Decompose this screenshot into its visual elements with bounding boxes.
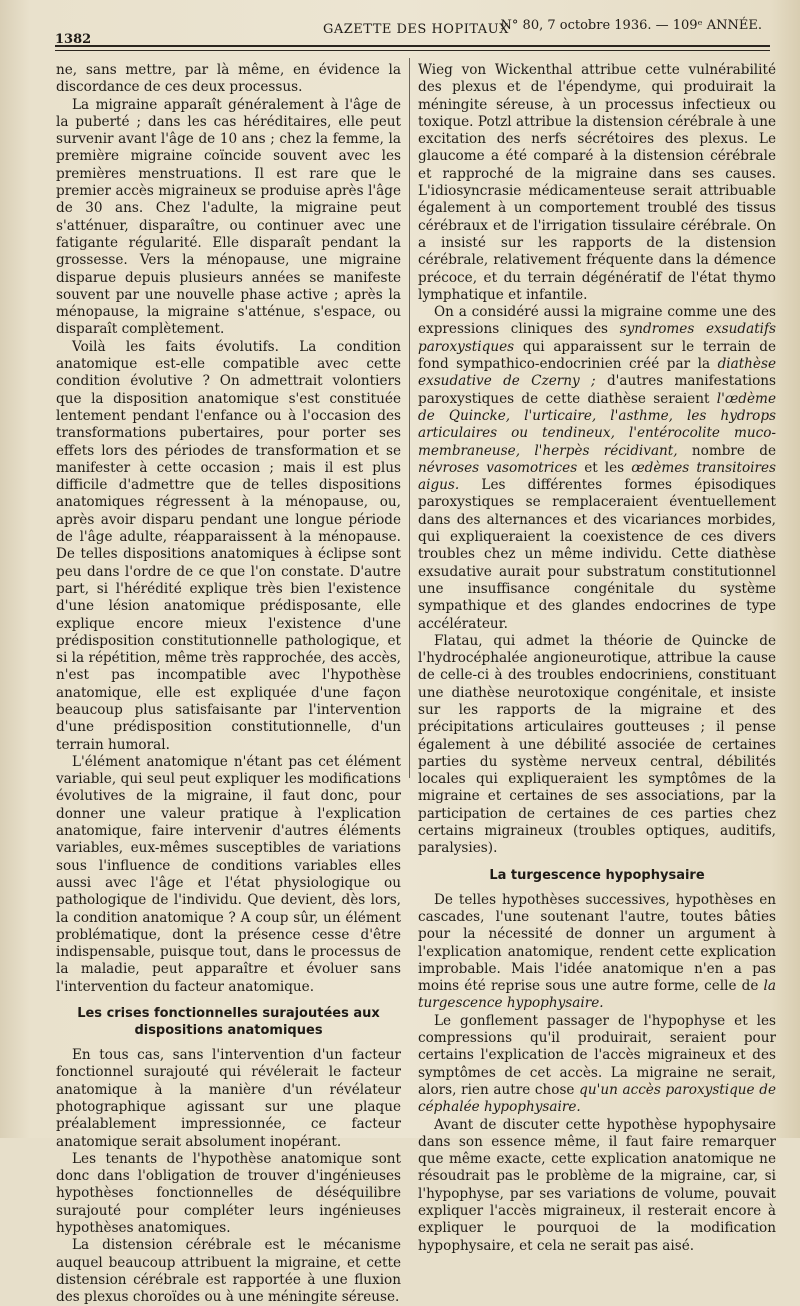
- left-column: [56, 62, 401, 1306]
- text-run: nombre de: [677, 442, 776, 459]
- section-heading: Les crises fonctionnelles surajoutées aux dispositions anatomiques: [77, 1006, 380, 1039]
- italic-term: la turgescence hypophysaire.: [418, 978, 776, 1012]
- italic-term: qu'un accès paroxystique de céphalée hypophysaire.: [418, 1081, 776, 1116]
- italic-term: syndromes exsudatifs paroxystiques: [418, 321, 777, 355]
- text-run: d'autres manifestations paroxystiques de cette diathèse seraient: [418, 373, 776, 407]
- paragraph: Voilà les faits évolutifs. La condition anatomique est-elle compatible avec cette condition évolutive ? On admettrait volontiers que la disposition anatomique s'est constituée lentement pendant l'enfance ou à l'occasion des transformations pubertaires, pour porter ses effets lors des périodes de transformation et se manifester à cette occasion ; mais il est plus difficile d'admettre que de telles dispositions anatomiques régressent à la ménopause, ou, après avoir disparu pendant une longue période de l'âge adulte, réapparaissent à la ménopause. De telles dispositions anatomiques à éclipse sont peu dans l'ordre de ce que l'on constate. D'autre part, si l'hérédité explique très bien l'existence d'une lésion anatomique prédisposante, elle explique encore mieux l'existence d'une prédisposition constitutionnelle pathologique, et si la répétition, même très rapprochée, des accès, n'est pas incompatible avec l'hypothèse anatomique, elle est expliquée d'une façon beaucoup plus satisfaisante par l'intervention d'une prédisposition constitutionnelle, d'un terrain humoral.: [56, 338, 401, 753]
- italic-term: œdèmes transitoires aigus.: [418, 459, 776, 494]
- paragraph: [418, 1013, 776, 1117]
- text-run: Les différentes formes épisodiques paroxystiques se remplaceraient éventuellement dans des alternances et des vicariances morbides, qui expliqueraient la coexistence de ces divers troubles chez un même individu. Cette diathèse exsudative aurait pour substratum constitutionnel une insuffisance congénitale du système sympathique et des glandes endocrines de type accélérateur.: [418, 477, 776, 632]
- paragraph: La distension cérébrale est le mécanisme auquel beaucoup attribuent la migraine, et cette distension cérébrale est rapportée à une fluxion des plexus choroïdes ou à une méningite séreuse.: [56, 1237, 401, 1306]
- column-separator: [409, 58, 410, 778]
- section-heading: La turgescence hypophysaire: [489, 867, 705, 883]
- italic-term: l'œdème de Quincke, l'urticaire, l'asthme, les hydrops articulaires ou tendineux, l'entérocolite muco-membraneuse, l'herpès récidivant,: [418, 390, 776, 459]
- right-column: [418, 62, 776, 1255]
- paragraph: Wieg von Wickenthal attribue cette vulnérabilité des plexus et de l'épendyme, qui produirait la méningite séreuse, à un processus infectieux ou toxique. Potzl attribue la distension cérébrale à une excitation des nerfs sécrétoires des plexus. Le glaucome a été comparé à la distension cérébrale et rapproché de la migraine dans ses causes. L'idiosyncrasie médicamenteuse serait attribuable également à un comportement troublé des tissus cérébraux et de l'irrigation tissulaire cérébrale. On a insisté sur les rapports de la distension cérébrale, relativement fréquente dans la démence précoce, et du terrain dégénératif de l'état thymo lymphatique et infantile.: [418, 62, 776, 303]
- text-run: Le gonflement passager de l'hypophyse et les compressions qu'il produirait, seraient pour certains l'explication de l'accès migraineux et des symptômes de cet accès. La migraine ne serait, alors, rien autre chose: [418, 1012, 776, 1098]
- italic-term: diathèse exsudative de Czerny ;: [418, 356, 776, 390]
- paragraph: La migraine apparaît généralement à l'âge de la puberté ; dans les cas héréditaires, elle peut survenir avant l'âge de 10 ans ; chez la femme, la première migraine coïncide souvent avec les premières menstruations. Il est rare que le premier accès migraineux se produise après l'âge de 30 ans. Chez l'adulte, la migraine peut s'atténuer, disparaître, ou continuer avec une fatigante régularité. Elle disparaît pendant la grossesse. Vers la ménopause, une migraine disparue depuis plusieurs années se manifeste souvent par une nouvelle phase active ; après la ménopause, la migraine s'atténue, s'espace, ou disparaît complètement.: [56, 96, 401, 338]
- page-number: 1382: [55, 32, 92, 47]
- issue-info: N° 80, 7 octobre 1936. — 109ᵉ ANNÉE.: [500, 18, 762, 33]
- text-run: De telles hypothèses successives, hypothèses en cascades, l'une soutenant l'autre, toutes bâties pour la nécessité de donner un argument à l'explication anatomique, rendent cette explication improbable. Mais l'idée anatomique n'en a pas moins été reprise sous une autre forme, celle de: [418, 891, 776, 995]
- paragraph: [418, 304, 776, 633]
- italic-term: névroses vasomotrices: [418, 459, 578, 476]
- text-run: qui apparaissent sur le terrain de fond sympathico-endocrinien créé par la: [418, 338, 776, 373]
- text-run: On a considéré aussi la migraine comme une des expressions cliniques des: [418, 304, 776, 338]
- paragraph: Flatau, qui admet la théorie de Quincke de l'hydrocéphalée angioneurotique, attribue la cause de celle-ci à des troubles endocriniens, constituant une diathèse neurotoxique congénitale, et insiste sur les rapports de la migraine et des précipitations articulaires goutteuses ; il pense également à une débilité associée de certaines parties du système nerveux central, débilités locales qui expliqueraient les symptômes de la migraine et certaines de ses associations, par la participation de certaines de ces parties chez certains migraineux (troubles optiques, auditifs, paralysies).: [418, 632, 776, 857]
- paragraph: Avant de discuter cette hypothèse hypophysaire dans son essence même, il faut faire remarquer que même exacte, cette explication anatomique ne résoudrait pas le problème de la migraine, car, si l'hypophyse, par ses variations de volume, pouvait expliquer l'accès migraineux, il resterait encore à expliquer le pourquoi de la modification hypophysaire, et cela ne serait pas aisé.: [418, 1116, 776, 1254]
- journal-title: GAZETTE DES HOPITAUX: [323, 22, 509, 37]
- text-run: et les: [577, 459, 632, 476]
- paragraph: Les tenants de l'hypothèse anatomique sont donc dans l'obligation de trouver d'ingénieuses hypothèses fonctionnelles de déséquilibre surajouté pour compléter leurs ingénieuses hypothèses anatomiques.: [56, 1150, 401, 1236]
- paragraph: L'élément anatomique n'étant pas cet élément variable, qui seul peut expliquer les modifications évolutives de la migraine, il faut donc, pour donner une valeur pratique à l'explication anatomique, faire intervenir d'autres éléments variables, eux-mêmes susceptibles de variations sous l'influence de conditions variables elles aussi avec l'âge et l'état physiologique ou pathologique de l'individu. Que devient, dès lors, la condition anatomique ? A coup sûr, un élément problématique, dont la présence cesse d'être indispensable, puisque tout, dans le processus de la maladie, peut apparaître et évoluer sans l'intervention du facteur anatomique.: [56, 753, 401, 995]
- page-header: [55, 14, 770, 46]
- paragraph: En tous cas, sans l'intervention d'un facteur fonctionnel surajouté qui révélerait le facteur anatomique à la manière d'un révélateur photographique agissant sur une plaque préalablement impressionnée, ce facteur anatomique serait absolument inopérant.: [56, 1047, 401, 1150]
- header-rule-thin: [55, 50, 770, 51]
- paragraph: ne, sans mettre, par là même, en évidence la discordance de ces deux processus.: [56, 62, 401, 96]
- paragraph: [418, 892, 776, 1013]
- header-rule: [55, 45, 770, 47]
